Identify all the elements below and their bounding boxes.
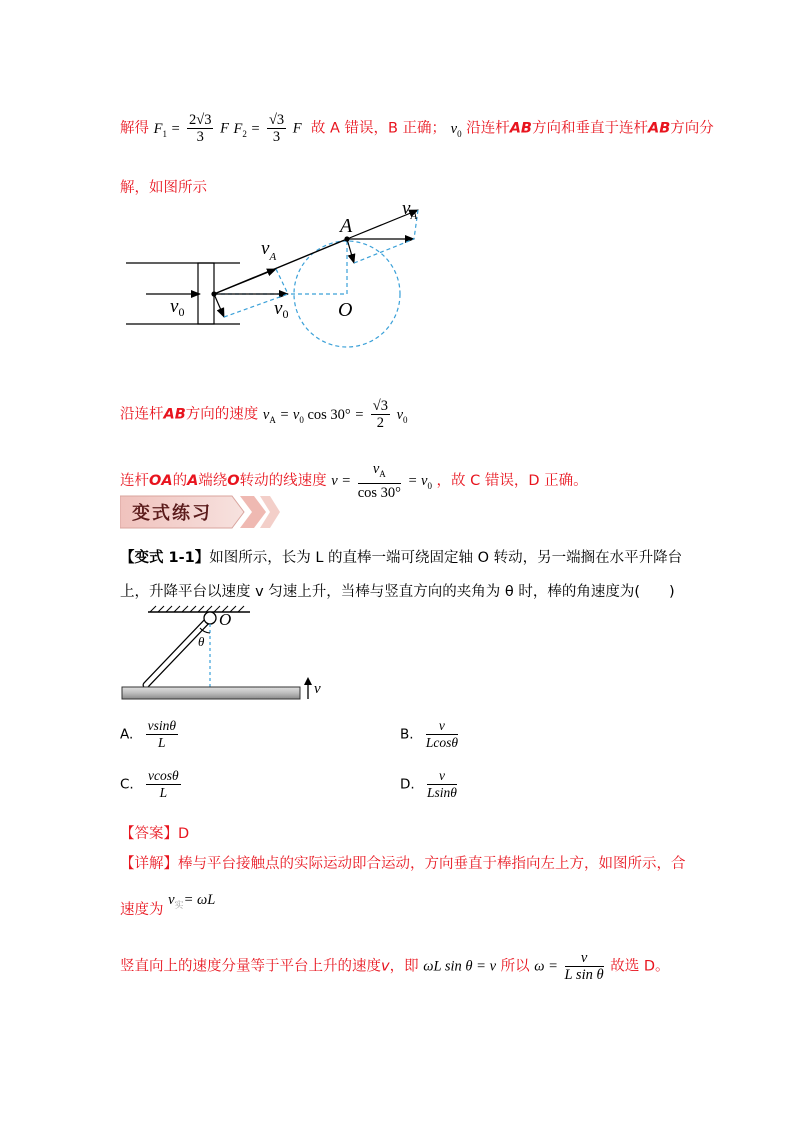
frac-sqrt3-2: $\frac{√3}{2}$ bbox=[372, 398, 388, 431]
label-v: v bbox=[314, 681, 321, 697]
problem-line-1: 【变式 1-1】如图所示，长为 L 的直棒一端可绕固定轴 O 转动，另一端搁在水平升降台 bbox=[120, 550, 683, 566]
option-B[interactable]: B. $\frac{v}{Lcos\theta}$ bbox=[400, 718, 458, 750]
eq-F2: $F_2$ = bbox=[233, 120, 261, 139]
option-A[interactable]: A. $\frac{vsin\theta}{L}$ bbox=[120, 718, 176, 750]
label-theta: θ bbox=[198, 634, 205, 649]
pivot-O bbox=[204, 612, 216, 624]
frac-F2: $\frac{√3}{3}$ bbox=[268, 112, 285, 145]
solution-line-3: 沿连杆AB方向的速度 $v_A = v_0$ cos 30° = $\frac{√3}{2}$ $v_0$ bbox=[120, 398, 408, 431]
detail-line-1: 【详解】棒与平台接触点的实际运动即合运动，方向垂直于棒指向左上方，如图所示，合 bbox=[120, 856, 686, 872]
frac-vA-cos30: $\frac{v_A}{\cos 30^\circ}$ bbox=[357, 461, 401, 501]
option-C[interactable]: C. $\frac{vcos\theta}{L}$ bbox=[120, 768, 179, 800]
label-v0-left: $v_0$ bbox=[170, 296, 185, 319]
platform bbox=[122, 687, 300, 699]
frac-F1: $\frac{2√3}{3}$ bbox=[189, 112, 212, 145]
dashed-parallelogram-A1 bbox=[354, 239, 414, 263]
banner-title: 变式练习 bbox=[132, 503, 212, 524]
section-banner bbox=[120, 494, 280, 530]
dashed-parallelogram-B2 bbox=[276, 269, 288, 294]
eq-vA: $v_A = v_0$ cos 30° = bbox=[262, 406, 365, 425]
detail-line-2: 速度为 $v_实= \omega L$ bbox=[120, 892, 216, 918]
label-vA-top: $v_A$ bbox=[402, 198, 418, 222]
label-point-O: O bbox=[338, 299, 353, 321]
figure-velocity-decomposition bbox=[118, 196, 428, 356]
figure-rod-platform bbox=[118, 603, 333, 703]
eq-v-real: $v_实= \omega L$ bbox=[168, 892, 216, 910]
label-point-A: A bbox=[340, 215, 353, 237]
v-arrowhead bbox=[304, 677, 312, 685]
frac-omega: $\frac{v}{\text{L sin θ}}$ bbox=[564, 950, 604, 983]
text-conclusion: 故 A 错误，B 正确； bbox=[310, 120, 447, 137]
problem-tag: 【变式 1-1】 bbox=[120, 550, 210, 566]
detail-line-3: 竖直向上的速度分量等于平台上升的速度v，即 ωL sin θ = v 所以 ω = $\frac{v}{\text{L sin θ}}$ 故选 D。 bbox=[120, 950, 670, 983]
solution-line-4: 连杆OA的A端绕O转动的线速度 v = $\frac{v_A}{\cos 30^\circ}$ = $v_0$ ，故 C 错误，D 正确。 bbox=[120, 461, 588, 501]
option-D[interactable]: D. $\frac{v}{Lsin\theta}$ bbox=[400, 768, 457, 800]
detail-label: 【详解】 bbox=[120, 856, 178, 872]
eq-F1: $F_1$ = bbox=[153, 120, 181, 139]
perp-component-arrow-B bbox=[214, 294, 224, 317]
down-arrow-A bbox=[347, 239, 354, 263]
text-prefix: 解得 bbox=[120, 120, 149, 137]
label-vA-mid: $v_A$ bbox=[261, 238, 277, 263]
label-O: O bbox=[219, 610, 232, 629]
solution-line-2: 解，如图所示 bbox=[120, 180, 207, 196]
answer-line: 【答案】D bbox=[120, 826, 190, 842]
solution-line-1: 解得 $F_1$ = $\frac{2√3}{3}$ F $F_2$ = $\frac{√3}{3}$ F 故 A 错误，B 正确； $v_0$ 沿连杆AB方向和垂直于连杆AB方向分 bbox=[120, 112, 714, 145]
problem-line-2: 上，升降平台以速度 v 匀速上升，当棒与竖直方向的夹角为 θ 时，棒的角速度为( ) bbox=[120, 584, 675, 600]
vA-component-arrow-B bbox=[214, 269, 276, 294]
label-v0-mid: $v_0$ bbox=[274, 298, 289, 321]
